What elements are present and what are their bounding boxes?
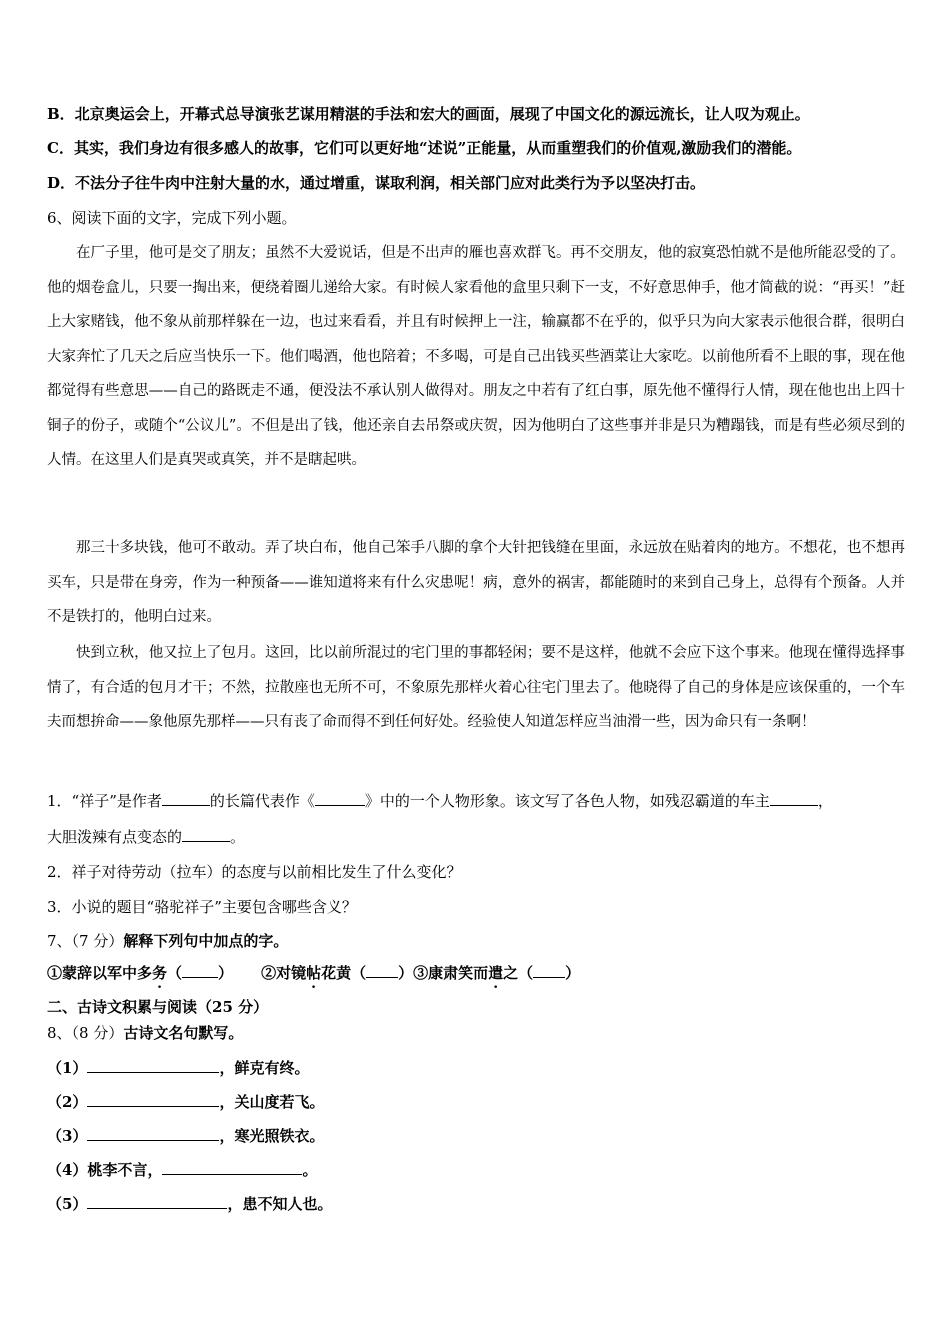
- q6-sub1-line2: [47, 827, 905, 847]
- text: （2）: [47, 1093, 88, 1111]
- q8-item-1: [47, 1058, 905, 1078]
- answer-blank[interactable]: [87, 1194, 227, 1209]
- text: （1）: [47, 1059, 88, 1077]
- q6-sub2: 2．祥子对待劳动（拉车）的态度与以前相比发生了什么变化？: [47, 863, 462, 881]
- dotted-char: 遣: [488, 964, 504, 982]
- section-heading: 二、古诗文积累与阅读（25 分）: [47, 998, 269, 1016]
- text: （5）: [47, 1195, 88, 1213]
- text: （4）桃李不言，: [47, 1161, 163, 1179]
- text: ）: [565, 964, 581, 982]
- answer-blank[interactable]: [162, 1160, 302, 1175]
- answer-blank-1[interactable]: [182, 963, 218, 978]
- passage-paragraph-3: 快到立秋，他又拉上了包月。这回，比以前所混过的宅门里的事都轻闲；要不是这样，他就不会应下这个事来。他现在懂得选择事情了，有合适的包月才干；不然，拉散座也无所不可，不象原先那样火着心往宅门里去了。他晓得了自己的身体是应该保重的，一个车夫而想拚命——象他原先那样——只有丧了命而得不到任何好处。经验使人知道怎样应当油滑一些，因为命只有一条啊！: [47, 645, 905, 730]
- text: ②对镜: [261, 964, 307, 982]
- question-number: 7、（7 分）: [47, 932, 124, 950]
- q8-item-3: [47, 1126, 905, 1146]
- novel-title-blank[interactable]: [315, 791, 365, 806]
- q8-item-4: [47, 1160, 905, 1180]
- q8-item-5: [47, 1194, 905, 1214]
- text: ，寒光照铁衣。: [219, 1127, 325, 1145]
- answer-blank-3[interactable]: [533, 963, 565, 978]
- question-title: 解释下列句中加点的字。: [123, 932, 289, 950]
- option-text: 不法分子往牛肉中注射大量的水，通过增重，谋取利润，相关部门应对此类行为予以坚决打击。: [75, 174, 706, 192]
- q7-stem: [47, 931, 905, 951]
- text: ，关山度若飞。: [219, 1093, 325, 1111]
- author-blank[interactable]: [162, 791, 210, 806]
- text: 的长篇代表作《: [209, 792, 315, 810]
- q6-stem: 6、阅读下面的文字，完成下列小题。: [47, 209, 297, 227]
- answer-blank[interactable]: [87, 1092, 219, 1107]
- option-c: [47, 138, 905, 158]
- option-label: D．: [47, 174, 76, 192]
- text: 花黄（: [321, 964, 367, 982]
- text: ①蒙辞以军中多: [47, 964, 153, 982]
- answer-blank[interactable]: [87, 1126, 219, 1141]
- text: （3）: [47, 1127, 88, 1145]
- q8-item-2: [47, 1092, 905, 1112]
- text: 。: [230, 828, 246, 846]
- option-d: [47, 173, 905, 193]
- answer-blank[interactable]: [87, 1058, 219, 1073]
- text: 大胆泼辣有点变态的: [47, 828, 183, 846]
- car-owner-blank[interactable]: [770, 791, 818, 806]
- option-text: 北京奥运会上，开幕式总导演张艺谋用精湛的手法和宏大的画面，展现了中国文化的源远流长，让人叹为观止。: [74, 105, 810, 123]
- question-title: 古诗文名句默写。: [123, 1024, 244, 1042]
- q6-sub3: 3．小说的题目“骆驼祥子”主要包含哪些含义？: [47, 898, 357, 916]
- text: 之（: [503, 964, 534, 982]
- option-text: 其实，我们身边有很多感人的故事，它们可以更好地“述说”正能量，从而重塑我们的价值观,激励我们的潜能。: [73, 139, 802, 157]
- text: 。: [302, 1161, 318, 1179]
- text: （: [167, 964, 183, 982]
- passage-paragraph-2: 那三十多块钱，他可不敢动。弄了块白布，他自己笨手八脚的拿个大针把钱缝在里面，永远放在贴着肉的地方。不想花，也不想再买车，只是带在身旁，作为一种预备——谁知道将来有什么灾患呢！病，意外的祸害，都能随时的来到自己身上，总得有个预备。人并不是铁打的，他明白过来。: [47, 540, 905, 625]
- text: ）: [218, 964, 234, 982]
- dotted-char: 务: [152, 964, 168, 982]
- dotted-char: 帖: [306, 964, 322, 982]
- character-blank[interactable]: [182, 827, 230, 842]
- option-b: [47, 104, 905, 124]
- text: 1．“祥子”是作者: [47, 792, 162, 810]
- text: ，患不知人也。: [227, 1195, 333, 1213]
- text: ）: [398, 964, 414, 982]
- q7-items: [47, 963, 905, 983]
- q6-sub1-line1: [47, 791, 905, 811]
- q8-stem: [47, 1023, 905, 1043]
- passage-paragraph-1: 在厂子里，他可是交了朋友；虽然不大爱说话，但是不出声的雁也喜欢群飞。再不交朋友，他的寂寞恐怕就不是他所能忍受的了。他的烟卷盒儿，只要一掏出来，便绕着圈儿递给大家。有时候人家看他的盒里只剩下一支，不好意思伸手，他才简截的说：“再买！”赶上大家赌钱，他不象从前那样躲在一边，也过来看看，并且有时候押上一注，输赢都不在乎的，似乎只为向大家表示他很合群，很明白大家奔忙了几天之后应当快乐一下。他们喝酒，他也陪着；不多喝，可是自己出钱买些酒菜让大家吃。以前他所看不上眼的事，现在他都觉得有些意思——自己的路既走不通，便没法不承认别人做得对。朋友之中若有了红白事，原先他不懂得行人情，现在他也出上四十铜子的份子，或随个“公议儿”。不但是出了钱，他还亲自去吊祭或庆贺，因为他明白了这些事并非是只为糟蹋钱，而是有些必须尽到的人情。在这里人们是真哭或真笑，并不是瞎起哄。: [47, 245, 905, 468]
- option-label: C．: [47, 139, 74, 157]
- option-label: B．: [47, 105, 75, 123]
- text: ，鲜克有终。: [219, 1059, 310, 1077]
- answer-blank-2[interactable]: [366, 963, 398, 978]
- text: ③康肃笑而: [413, 964, 489, 982]
- text: 》中的一个人物形象。该文写了各色人物，如残忍霸道的车主: [364, 792, 770, 810]
- question-number: 8、（8 分）: [47, 1024, 124, 1042]
- text: ，: [817, 792, 833, 810]
